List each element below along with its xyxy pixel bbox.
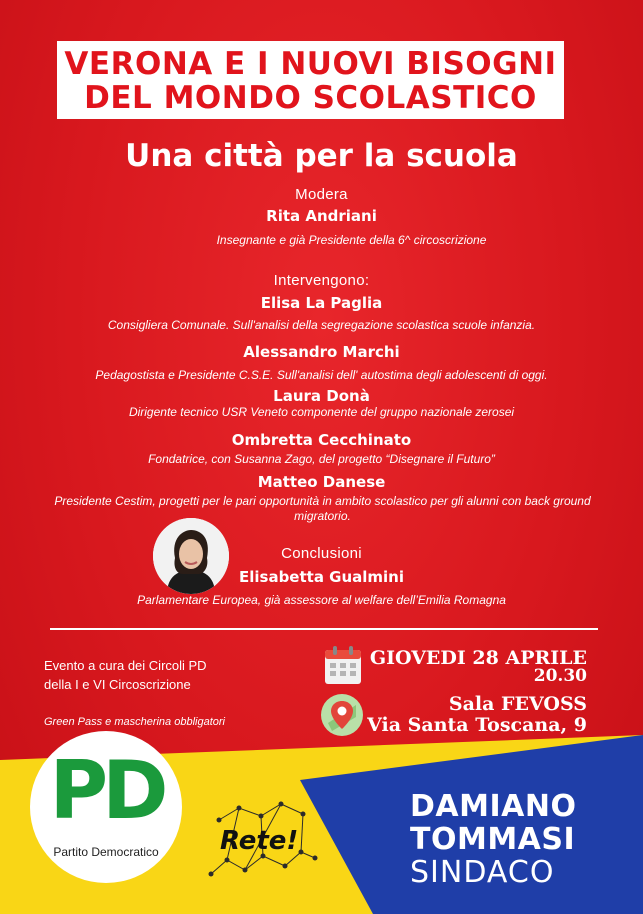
green-pass-note: Green Pass e mascherina obbligatori: [44, 716, 225, 728]
calendar-icon: [324, 645, 362, 685]
pd-logo: [30, 731, 182, 883]
organizer-line-2: della I e VI Circoscrizione: [44, 677, 191, 692]
moderator-label: Modera: [295, 186, 348, 203]
candidate-last-name: TOMMASI: [410, 822, 576, 857]
candidate-first-name: DAMIANO: [410, 789, 577, 824]
event-venue: Sala FEVOSS: [448, 693, 587, 715]
pd-logo-letters: PD: [49, 744, 163, 837]
moderator-desc: Insegnante e già Presidente della 6^ circoscrizione: [216, 233, 487, 247]
divider: [50, 628, 598, 630]
event-time: 20.30: [533, 666, 587, 686]
location-pin-icon: [320, 693, 364, 737]
speaker-name: Ombretta Cecchinato: [231, 431, 412, 449]
speaker-desc: Fondatrice, con Susanna Zago, del progetto “Disegnare il Futuro”: [148, 452, 495, 466]
title-box: [57, 41, 564, 119]
speaker-name: Laura Donà: [273, 387, 370, 405]
event-date: GIOVEDI 28 APRILE: [369, 647, 587, 669]
conclusions-label: Conclusioni: [281, 545, 362, 562]
organizer-line-1: Evento a cura dei Circoli PD: [44, 658, 207, 673]
speaker-name: Elisa La Paglia: [260, 294, 383, 312]
speakers-label: Intervengono:: [273, 272, 370, 289]
subtitle: Una città per la scuola: [125, 138, 518, 174]
candidate-role: SINDACO: [410, 855, 555, 890]
pd-logo-caption: Partito Democratico: [53, 845, 159, 859]
speaker-name: Matteo Danese: [257, 473, 386, 491]
speaker-desc: Dirigente tecnico USR Veneto componente del gruppo nazionale zerosei: [128, 405, 515, 419]
title-line-1: VERONA E I NUOVI BISOGNI: [64, 46, 557, 82]
event-address: Via Santa Toscana, 9: [367, 714, 587, 736]
speaker-desc: Pedagostista e Presidente C.S.E. Sull'analisi dell' autostima degli adolescenti di oggi.: [95, 368, 548, 382]
moderator-name: Rita Andriani: [266, 207, 377, 225]
conclusions-name: Elisabetta Gualmini: [238, 568, 405, 586]
title-line-2: DEL MONDO SCOLASTICO: [84, 80, 537, 116]
speaker-desc: Presidente Cestim, progetti per le pari opportunità in ambito scolastico per gli alunni con back ground migratorio.: [54, 494, 591, 523]
speaker-desc: Consigliera Comunale. Sull'analisi della segregazione scolastica scuole infanzia.: [107, 318, 536, 332]
rete-logo-text: Rete!: [220, 826, 299, 856]
conclusions-desc: Parlamentare Europea, già assessore al welfare dell’Emilia Romagna: [137, 593, 506, 607]
speaker-name: Alessandro Marchi: [243, 343, 400, 361]
